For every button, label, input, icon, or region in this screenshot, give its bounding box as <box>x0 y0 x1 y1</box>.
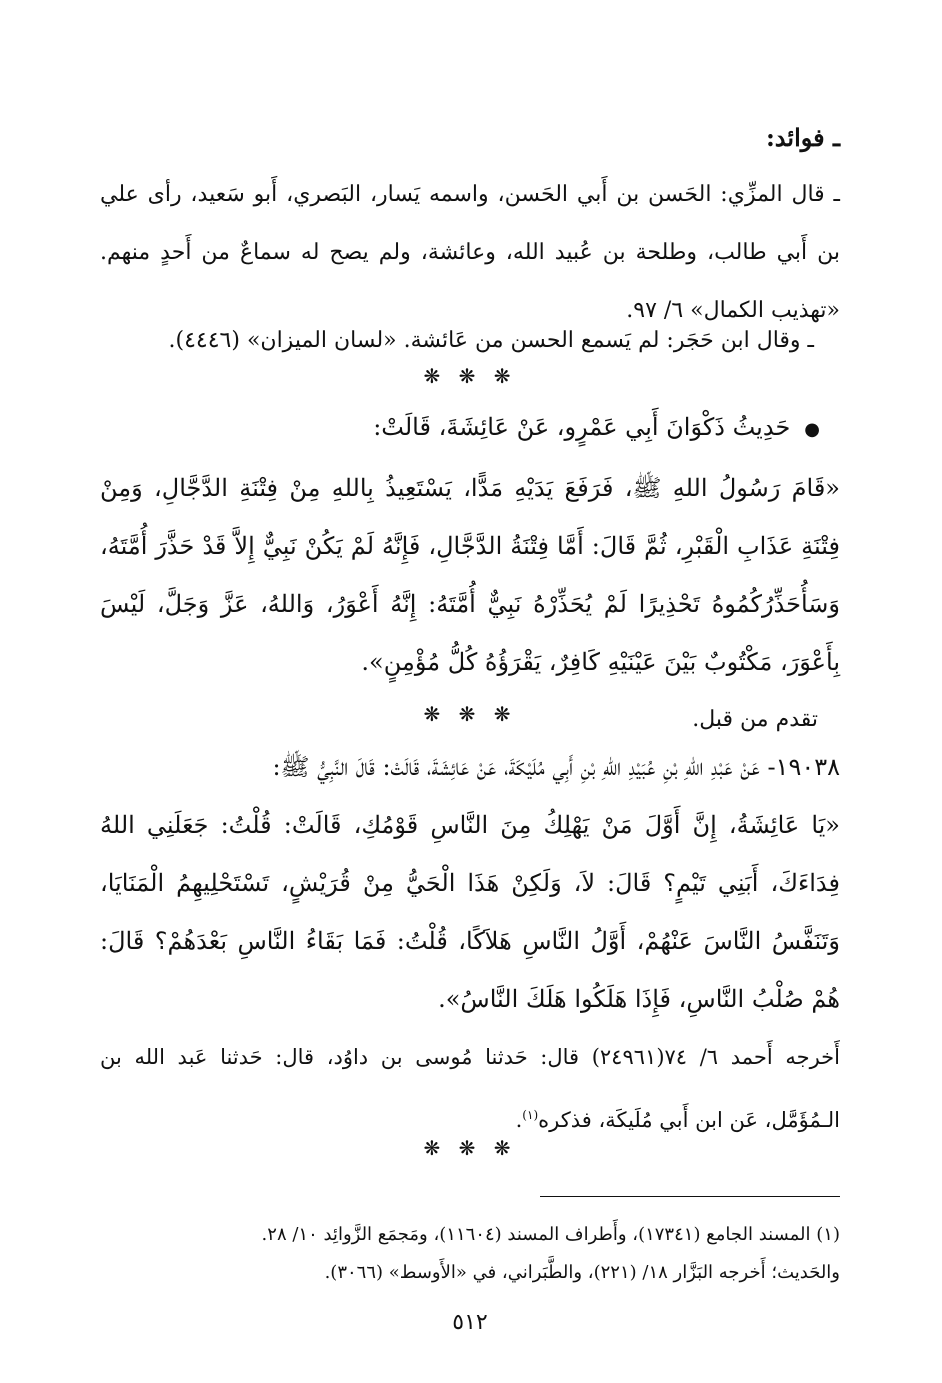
section-separator: ❋ ❋ ❋ <box>423 364 517 388</box>
hadith-19038-text: «يَا عَائِشَةُ، إِنَّ أَوَّلَ مَنْ يَهْلِكُ مِنَ النَّاسِ قَوْمُكِ، قَالَتْ: قُلْتُ: جَعَلَنِي اللهُ فِدَاءَكَ، أَبَنِي تَيْمٍ؟ قَالَ: لاَ، وَلَكِنْ هَذَا الْحَيُّ مِنْ قُرَيْشٍ، تَسْتَحْلِيهِمُ الْمَنَايَا، وَتَنَفَّسُ النَّاسَ عَنْهُمْ، أَوَّلُ النَّاسِ هَلاَكًا، قُلْتُ: فَمَا بَقَاءُ النَّاسِ بَعْدَهُمْ؟ قَالَ: هُمْ صُلْبُ النَّاسِ، فَإِذَا هَلَكُوا هَلَكَ النَّاسُ». <box>100 811 841 1013</box>
hadith-19038-intro: ١٩٠٣٨- عَنْ عَبْدِ اللهِ بْنِ عُبَيْدِ اللهِ بْنِ أَبِي مُلَيْكَةَ، عَنْ عَائِشَةَ، قَالَتْ: قَالَ النَّبِيُّ ﷺ: <box>272 753 840 781</box>
bullet-icon: ● <box>804 419 820 440</box>
hadith-19038-section <box>100 738 840 1149</box>
takhrij-end: . <box>515 1108 523 1132</box>
dhakwan-section <box>100 398 840 749</box>
footnotes <box>100 1216 840 1292</box>
section-separator-2: ❋ ❋ ❋ <box>423 702 517 726</box>
mizzi-paragraph: ـ قال المزِّي: الحَسن بن أَبي الحَسن، واسمه يَسار، البَصري، أَبو سَعيد، رأى علي بن أَبي طالب، وطلحة بن عُبيد الله، وعائشة، ولم يصح له سماعٌ من أَحدٍ منهم. «تهذيب الكمال» ٦/ ٩٧. <box>100 182 840 323</box>
section-separator-3: ❋ ❋ ❋ <box>423 1136 517 1160</box>
takhrij-text: أَخرجه أَحمد ٦/ ٧٤(٢٤٩٦١) قال: حَدثنا مُوسى بن داوُد، قال: حَدثنا عَبد الله بن الـمُؤَمَّل، عَن ابن أَبي مُلَيكَة، فذكره <box>100 1045 840 1132</box>
dhakwan-note: تقدم من قبل. <box>692 707 818 732</box>
dhakwan-title-line <box>100 398 840 459</box>
page-number: ٥١٢ <box>452 1310 488 1335</box>
book-page <box>100 0 840 1383</box>
footnote-1-continued: والحَديث؛ أَخرجه البَزَّار ١٨/ (٢٢١)، والطَّبَراني، في «الأَوسط» (٣٠٦٦). <box>324 1262 840 1283</box>
benefits-ibn-hajar <box>100 312 840 370</box>
benefits-heading: ـ فوائد: <box>765 123 840 152</box>
footnote-ref[interactable]: (١) <box>522 1108 539 1122</box>
footnote-1: (١) المسند الجامع (١٧٣٤١)، وأَطراف المسند (١١٦٠٤)، ومَجمَع الزَّوائِد ١٠/ ٢٨. <box>261 1224 840 1245</box>
dhakwan-title: حَدِيثُ ذَكْوَانَ أَبِي عَمْرٍو، عَنْ عَائِشَةَ، قَالَتْ: <box>373 413 791 441</box>
dhakwan-hadith-text: «قَامَ رَسُولُ اللهِ ﷺ، فَرَفَعَ يَدَيْهِ مَدًّا، يَسْتَعِيذُ بِاللهِ مِنْ فِتْنَةِ الدَّجَّالِ، وَمِنْ فِتْنَةِ عَذَابِ الْقَبْرِ، ثُمَّ قَالَ: أَمَّا فِتْنَةُ الدَّجَّالِ، فَإِنَّهُ لَمْ يَكُنْ نَبِيٌّ إِلاَّ قَدْ حَذَّرَ أُمَّتَهُ، وَسَأُحَذِّرُكُمُوهُ تَحْذِيرًا لَمْ يُحَذِّرْهُ نَبِيٌّ أُمَّتَهُ: إِنَّهُ أَعْوَرُ، وَاللهُ، عَزَّ وَجَلَّ، لَيْسَ بِأَعْوَرَ، مَكْتُوبٌ بَيْنَ عَيْنَيْهِ كَافِرٌ، يَقْرَؤُهُ كُلُّ مُؤْمِنٍ». <box>100 474 840 676</box>
footnote-divider <box>540 1196 840 1197</box>
ibn-hajar-paragraph: ـ وقال ابن حَجَر: لم يَسمع الحسن من عَائشة. «لسان الميزان» (٤٤٤٦). <box>168 328 814 353</box>
hadith-19038-takhrij <box>100 1028 840 1149</box>
